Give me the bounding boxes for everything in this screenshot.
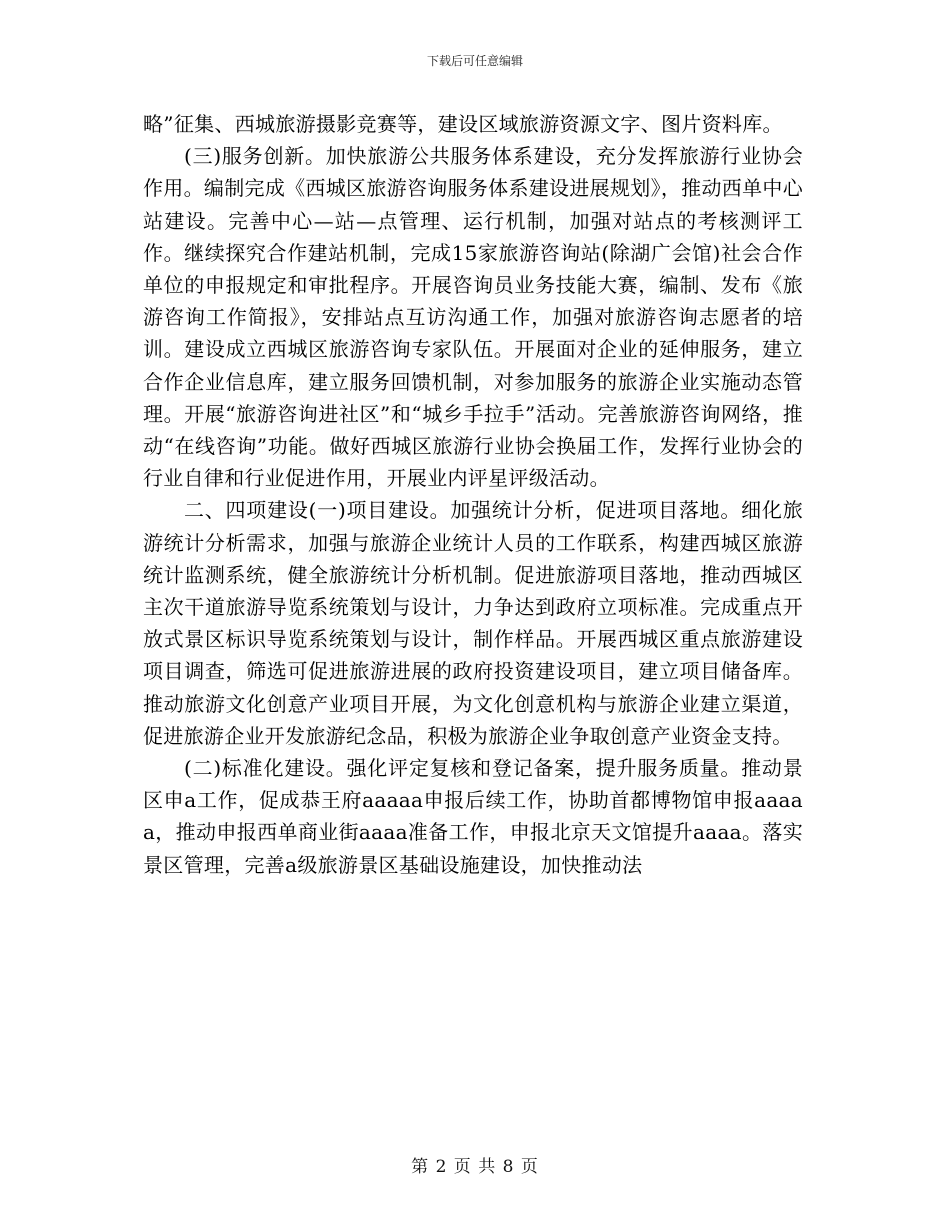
page-number-footer: 第 2 页 共 8 页 [411,1157,539,1177]
page-header: 下载后可任意编辑 [426,54,523,68]
paragraph-standardization: (二)标准化建设。强化评定复核和登记备案，提升服务质量。推动景区申a工作，促成恭王府aaaaa申报后续工作，协助首都博物馆申报aaaaa，推动申报西单商业街aaaa准备工作，申报北京天文馆提升aaaa。落实景区管理，完善a级旅游景区基础设施建设，加快推动法 [143,756,803,877]
paragraph-continuation: 略”征集、西城旅游摄影竞赛等，建设区域旅游资源文字、图片资料库。 [143,112,783,136]
paragraph-service-innovation: (三)服务创新。加快旅游公共服务体系建设，充分发挥旅游行业协会作用。编制完成《西城区旅游咨询服务体系建设进展规划》，推动西单中心站建设。完善中心—站—点管理、运行机制，加强对站点的考核测评工作。继续探究合作建站机制，完成15家旅游咨询站(除湖广会馆)社会合作单位的申报规定和审批程序。开展咨询员业务技能大赛，编制、发布《旅游咨询工作简报》，安排站点互访沟通工作，加强对旅游咨询志愿者的培训。建设成立西城区旅游咨询专家队伍。开展面对企业的延伸服务，建立合作企业信息库，建立服务回馈机制，对参加服务的旅游企业实施动态管理。开展“旅游咨询进社区”和“城乡手拉手”活动。完善旅游咨询网络，推动“在线咨询”功能。做好西城区旅游行业协会换届工作，发挥行业协会的行业自律和行业促进作用，开展业内评星评级活动。 [143,144,803,491]
paragraph-project-construction: 二、四项建设(一)项目建设。加强统计分析，促进项目落地。细化旅游统计分析需求，加强与旅游企业统计人员的工作联系，构建西城区旅游统计监测系统，健全旅游统计分析机制。促进旅游项目落地，推动西城区主次干道旅游导览系统策划与设计，力争达到政府立项标准。完成重点开放式景区标识导览系统策划与设计，制作样品。开展西城区重点旅游建设项目调查，筛选可促进旅游进展的政府投资建设项目，建立项目储备库。推动旅游文化创意产业项目开展，为文化创意机构与旅游企业建立渠道，促进旅游企业开发旅游纪念品，积极为旅游企业争取创意产业资金支持。 [143,498,803,748]
document-body [143,108,803,881]
